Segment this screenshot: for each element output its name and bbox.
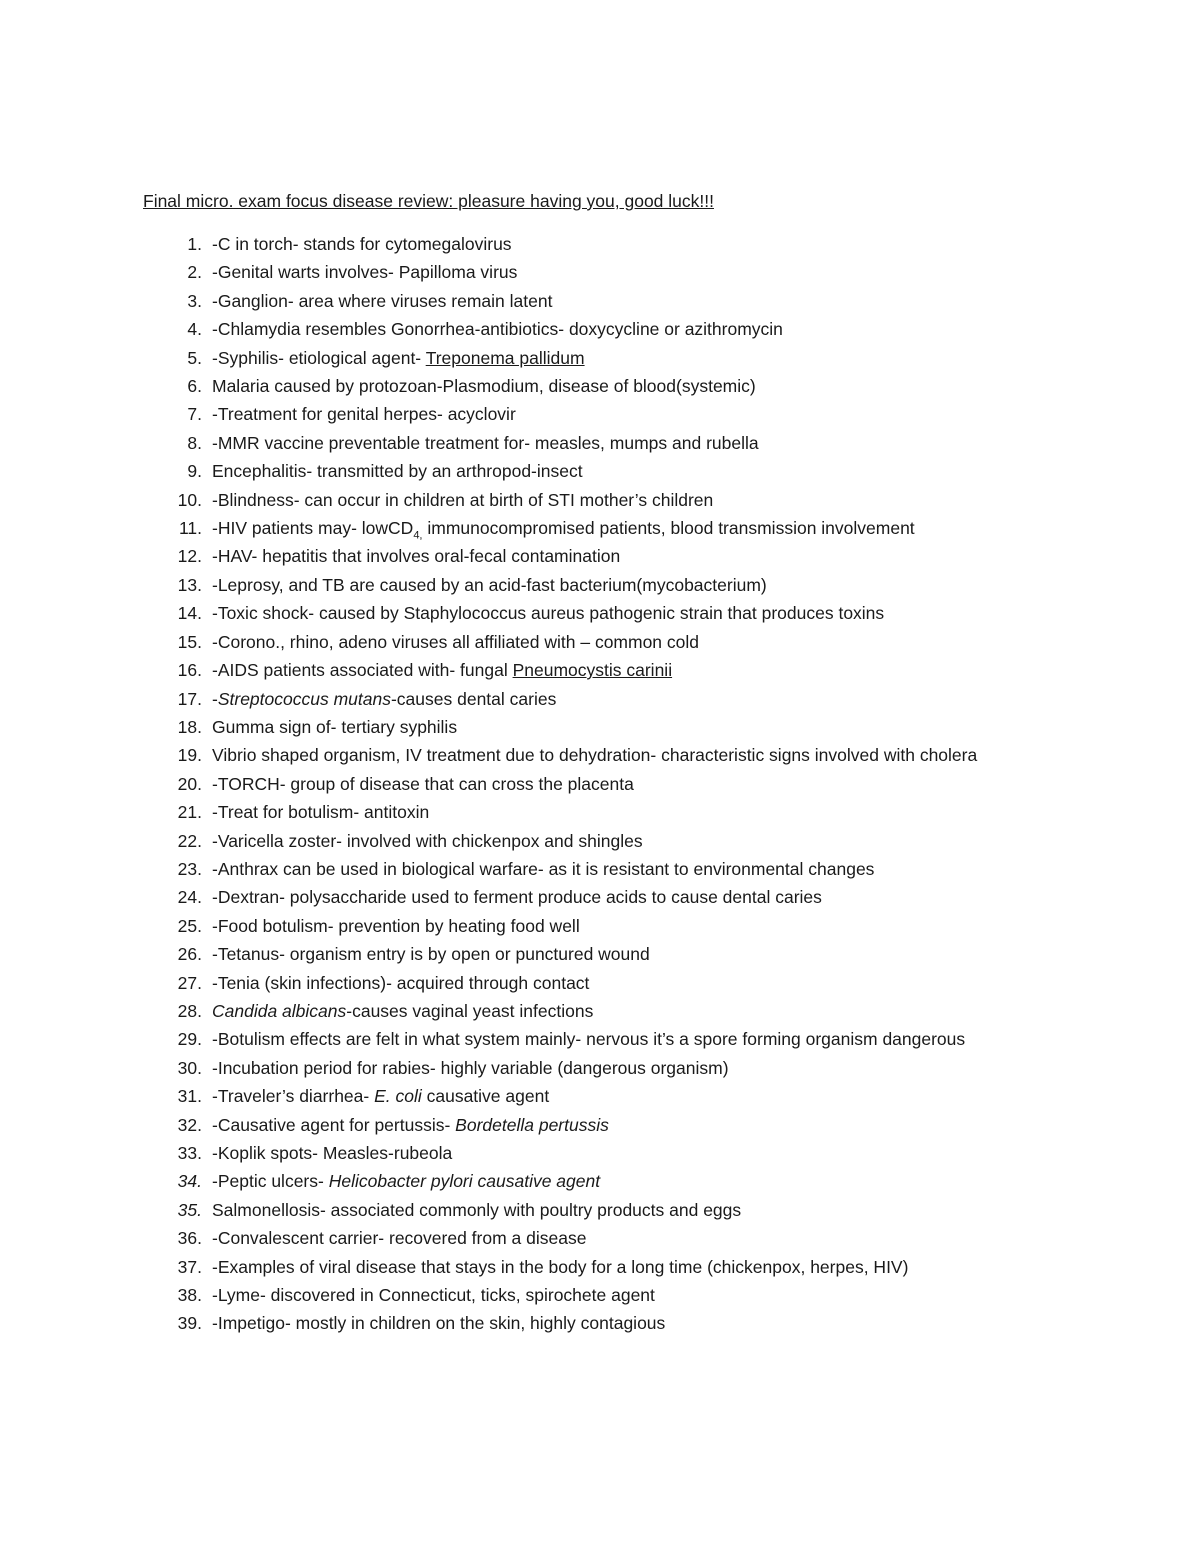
item-text	[212, 1285, 655, 1305]
item-number: 28.	[177, 1000, 202, 1021]
item-text	[212, 745, 977, 765]
item-number: 6.	[187, 376, 202, 397]
item-number: 17.	[177, 688, 202, 709]
item-text	[212, 1086, 549, 1106]
list-item	[0, 571, 1200, 599]
item-number: 22.	[177, 830, 202, 851]
item-number: 16.	[177, 660, 202, 681]
item-text-segment: -causes dental caries	[390, 688, 557, 709]
item-text	[212, 348, 585, 368]
item-text	[212, 1115, 609, 1135]
item-text	[212, 490, 713, 510]
list-item	[0, 1224, 1200, 1252]
item-text	[212, 944, 650, 964]
item-number: 14.	[177, 603, 202, 624]
list-item	[0, 940, 1200, 968]
list-item	[0, 486, 1200, 514]
item-text-segment: -Convalescent carrier- recovered from a disease	[212, 1228, 587, 1249]
item-text	[212, 1001, 593, 1021]
item-text-segment: Streptococcus mutans	[217, 688, 391, 709]
item-text-segment: -Tetanus- organism entry is by open or punctured wound	[212, 944, 650, 965]
item-number: 8.	[187, 432, 202, 453]
item-text-segment: -Toxic shock- caused by Staphylococcus aureus pathogenic strain that produces toxins	[212, 603, 885, 624]
item-text-segment: Candida albicans	[212, 1000, 347, 1021]
list-item	[0, 457, 1200, 485]
item-text-segment: -Varicella zoster- involved with chickenpox and shingles	[212, 830, 643, 851]
item-text-segment: -Traveler’s diarrhea-	[212, 1086, 375, 1107]
item-text	[212, 404, 516, 424]
item-text-segment: -Treatment for genital herpes- acyclovir	[212, 404, 516, 425]
list-item	[0, 1111, 1200, 1139]
item-number: 38.	[177, 1285, 202, 1306]
item-text	[212, 433, 759, 453]
item-text	[212, 376, 756, 396]
list-item	[0, 827, 1200, 855]
list-item	[0, 1309, 1200, 1337]
item-text-segment: immunocompromised patients, blood transmission involvement	[422, 518, 915, 539]
item-text-segment: Vibrio shaped organism, IV treatment due to dehydration- characteristic signs involved with cholera	[212, 745, 978, 766]
item-number: 27.	[177, 972, 202, 993]
item-text	[212, 887, 822, 907]
item-text	[212, 518, 915, 542]
item-text	[212, 1143, 452, 1163]
list-item	[0, 287, 1200, 315]
item-text	[212, 603, 884, 623]
item-text	[212, 319, 783, 339]
item-text-segment: -Treat for botulism- antitoxin	[212, 802, 430, 823]
item-number: 10.	[177, 489, 202, 510]
item-number: 18.	[177, 716, 202, 737]
item-text-segment: Gumma sign of- tertiary syphilis	[212, 716, 458, 737]
list-item	[0, 542, 1200, 570]
list-item	[0, 770, 1200, 798]
item-text	[212, 689, 556, 709]
list-item	[0, 798, 1200, 826]
item-number: 23.	[177, 858, 202, 879]
item-text-segment: -Peptic ulcers-	[212, 1171, 329, 1192]
item-number: 4.	[187, 319, 202, 340]
list-item	[0, 429, 1200, 457]
item-text-segment: -Incubation period for rabies- highly variable (dangerous organism)	[212, 1057, 729, 1078]
item-text-segment: -Syphilis- etiological agent-	[212, 347, 426, 368]
item-number: 25.	[177, 915, 202, 936]
list-item	[0, 372, 1200, 400]
item-text-segment: -Lyme- discovered in Connecticut, ticks, spirochete agent	[212, 1285, 655, 1306]
item-text-segment: -C in torch- stands for cytomegalovirus	[212, 234, 512, 254]
item-text	[212, 1171, 600, 1191]
item-text	[212, 632, 699, 652]
item-number: 37.	[177, 1256, 202, 1277]
list-item	[0, 1025, 1200, 1053]
list-item	[0, 258, 1200, 286]
list-item	[0, 315, 1200, 343]
item-text-segment: -	[212, 688, 218, 709]
item-text	[212, 717, 457, 737]
item-text-segment: Encephalitis- transmitted by an arthropod-insect	[212, 461, 583, 482]
list-item	[0, 1139, 1200, 1167]
list-item	[0, 1253, 1200, 1281]
list-item	[0, 997, 1200, 1025]
item-text-segment: -Causative agent for pertussis-	[212, 1114, 456, 1135]
list-item	[0, 1196, 1200, 1224]
item-number: 26.	[177, 944, 202, 965]
item-text	[212, 1058, 729, 1078]
item-number: 31.	[177, 1086, 202, 1107]
item-text-segment: Bordetella pertussis	[455, 1114, 609, 1135]
item-text	[212, 831, 643, 851]
list-item	[0, 400, 1200, 428]
item-number: 36.	[177, 1228, 202, 1249]
item-text-segment: -Corono., rhino, adeno viruses all affiliated with – common cold	[212, 631, 700, 652]
item-text	[212, 575, 767, 595]
page-title: Final micro. exam focus disease review: pleasure having you, good luck!!!	[143, 191, 714, 211]
list-item	[0, 855, 1200, 883]
item-text	[212, 859, 874, 879]
list-item	[0, 656, 1200, 684]
item-text-segment: -Food botulism- prevention by heating food well	[212, 915, 580, 936]
item-text-segment: causative agent	[421, 1086, 550, 1107]
item-number: 24.	[177, 887, 202, 908]
item-number: 29.	[177, 1029, 202, 1050]
list-item	[0, 685, 1200, 713]
item-number: 9.	[187, 461, 202, 482]
item-text	[212, 774, 634, 794]
list-item	[0, 912, 1200, 940]
item-text	[212, 262, 517, 282]
item-number: 21.	[177, 802, 202, 823]
item-number: 11.	[178, 518, 202, 539]
item-text-segment: -Blindness- can occur in children at birth of STI mother’s children	[212, 489, 714, 510]
item-number: 20.	[177, 773, 202, 794]
list-item	[0, 628, 1200, 656]
list-item	[0, 713, 1200, 741]
review-list	[0, 230, 1200, 1338]
item-number: 33.	[177, 1143, 202, 1163]
item-text-segment: Helicobacter pylori causative agent	[328, 1171, 601, 1192]
item-text-segment: -AIDS patients associated with- fungal	[212, 660, 513, 681]
item-text	[212, 1200, 741, 1220]
list-item	[0, 1281, 1200, 1309]
item-text-segment: -Genital warts involves- Papilloma virus	[212, 262, 518, 283]
item-number: 39.	[177, 1313, 202, 1334]
item-text	[212, 802, 429, 822]
list-item	[0, 599, 1200, 627]
list-item	[0, 741, 1200, 769]
item-text-segment: -Botulism effects are felt in what system mainly- nervous it’s a spore forming organism dangerous	[212, 1029, 966, 1050]
item-number: 34.	[177, 1171, 202, 1192]
item-number: 13.	[177, 574, 202, 595]
list-item	[0, 883, 1200, 911]
item-text	[212, 461, 583, 481]
item-text-segment: -Tenia (skin infections)- acquired through contact	[212, 972, 590, 993]
item-text-segment: -Examples of viral disease that stays in the body for a long time (chickenpox, herpes, HIV)	[212, 1256, 909, 1277]
item-text	[212, 1313, 665, 1333]
item-text-segment: -Anthrax can be used in biological warfare- as it is resistant to environmental changes	[212, 858, 875, 879]
item-number: 35.	[177, 1199, 202, 1220]
item-text-segment: -Impetigo- mostly in children on the skin, highly contagious	[212, 1313, 666, 1334]
list-item	[0, 230, 1200, 258]
item-text-segment: Malaria caused by protozoan-Plasmodium, disease of blood(systemic)	[212, 376, 756, 397]
item-number: 5.	[187, 347, 202, 368]
item-text-segment: -Ganglion- area where viruses remain latent	[212, 290, 553, 311]
item-text-segment: -Dextran- polysaccharide used to ferment produce acids to cause dental caries	[212, 887, 822, 908]
item-text-segment: -Chlamydia resembles Gonorrhea-antibiotics- doxycycline or azithromycin	[212, 319, 783, 340]
item-number: 19.	[177, 745, 202, 766]
item-text-segment: -Koplik spots- Measles-rubeola	[212, 1143, 453, 1163]
item-text	[212, 973, 589, 993]
list-item	[0, 344, 1200, 372]
item-number: 7.	[187, 404, 202, 425]
item-text-segment: -causes vaginal yeast infections	[346, 1000, 594, 1021]
item-text	[212, 1228, 586, 1248]
item-text-segment: -MMR vaccine preventable treatment for- measles, mumps and rubella	[212, 432, 759, 453]
item-number: 12.	[177, 546, 202, 567]
item-text	[212, 546, 620, 566]
item-number: 15.	[177, 631, 202, 652]
item-number: 32.	[177, 1114, 202, 1135]
item-text-segment: -HAV- hepatitis that involves oral-fecal contamination	[212, 546, 621, 567]
item-text-segment: Treponema pallidum	[425, 347, 585, 368]
item-text-segment: 4,	[413, 529, 423, 542]
item-text	[212, 1029, 965, 1049]
item-number: 3.	[187, 290, 202, 311]
item-number: 2.	[187, 262, 202, 283]
item-text-segment: -HIV patients may- lowCD	[212, 518, 414, 539]
list-item	[0, 1082, 1200, 1110]
item-text	[212, 916, 580, 936]
item-text	[212, 660, 672, 680]
list-item	[0, 514, 1200, 542]
item-text-segment: E. coli	[374, 1086, 422, 1107]
item-text	[212, 1257, 908, 1277]
item-number: 1.	[187, 234, 202, 254]
item-text	[212, 291, 552, 311]
item-text-segment: Salmonellosis- associated commonly with poultry products and eggs	[212, 1199, 742, 1220]
item-text-segment: -Leprosy, and TB are caused by an acid-fast bacterium(mycobacterium)	[212, 574, 767, 595]
list-item	[0, 1054, 1200, 1082]
list-item	[0, 969, 1200, 997]
item-number: 30.	[177, 1057, 202, 1078]
item-text-segment: -TORCH- group of disease that can cross the placenta	[212, 773, 634, 794]
item-text	[212, 234, 512, 254]
item-text-segment: Pneumocystis carinii	[512, 660, 673, 681]
list-item	[0, 1167, 1200, 1195]
